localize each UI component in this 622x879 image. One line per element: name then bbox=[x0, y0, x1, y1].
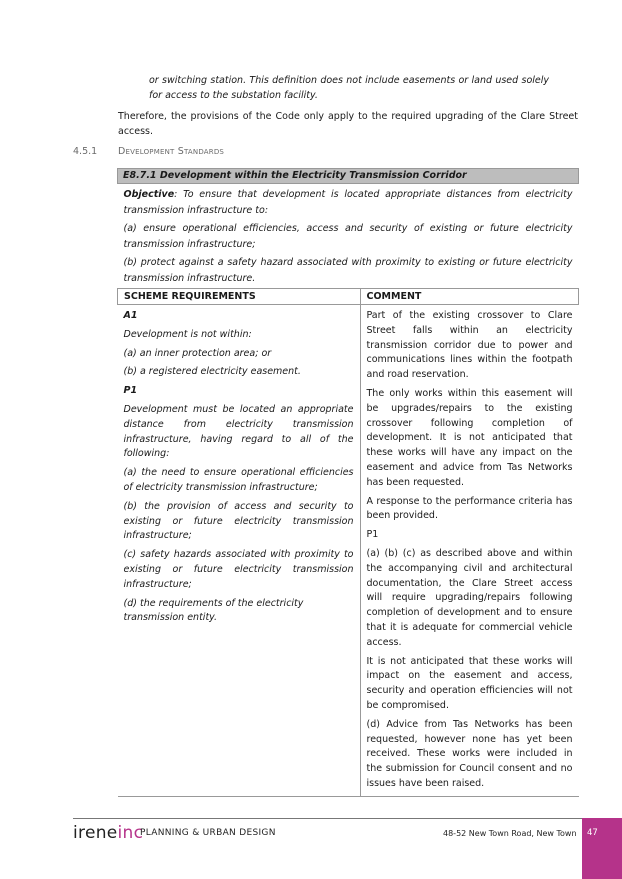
column-header-requirements: SCHEME REQUIREMENTS bbox=[118, 289, 361, 305]
p1-item-a: (a) the need to ensure operational efficiencies of electricity transmission infrastructure; bbox=[123, 467, 354, 493]
comment-cell bbox=[360, 305, 579, 797]
page-number: 47 bbox=[587, 828, 598, 838]
section-title: Development Standards bbox=[118, 146, 225, 157]
comment-6: (d) Advice from Tas Networks has been requested, however none has yet been received. These works were included in the submission for Council consent and no issues have been raised. bbox=[366, 718, 573, 789]
objective-item-a: (a) ensure operational efficiencies, access and security of existing or future electricity transmission infrastructure; bbox=[123, 223, 573, 250]
objective-label: Objective bbox=[123, 189, 175, 200]
logo-part-inc: inc bbox=[117, 823, 144, 843]
p1-text: Development must be located an appropriate distance from electricity transmission infrastructure, having regard to all of the following: bbox=[123, 403, 354, 460]
footer-address: 48-52 New Town Road, New Town bbox=[443, 829, 577, 838]
comment-4: (a) (b) (c) as described above and within the accompanying civil and architectural documentation, the Clare Street access will require upgrading/repairs following completion of development and to ensure that it is adequate for commercial vehicle access. bbox=[366, 547, 573, 648]
logo-part-irene: irene bbox=[73, 823, 118, 843]
intro-quote: or switching station. This definition does not include easements or land used solely for access to the substation facility. bbox=[149, 75, 549, 101]
column-header-comment: COMMENT bbox=[360, 289, 579, 305]
a1-item-a: (a) an inner protection area; or bbox=[123, 347, 272, 359]
comment-5: It is not anticipated that these works will impact on the easement and access, security and operation efficiencies will not be compromised. bbox=[366, 655, 573, 711]
p1-item-c: (c) safety hazards associated with proximity to existing or future electricity transmission infrastructure; bbox=[123, 549, 354, 590]
a1-item-b: (b) a registered electricity easement. bbox=[123, 366, 301, 378]
p1-label: P1 bbox=[123, 385, 138, 397]
footer-divider bbox=[73, 818, 583, 819]
requirements-cell bbox=[118, 305, 361, 797]
a1-label: A1 bbox=[123, 310, 138, 321]
objective-item-b: (b) protect against a safety hazard associated with proximity to existing or future electricity transmission infrastructure. bbox=[123, 257, 573, 284]
a1-text: Development is not within: bbox=[123, 328, 252, 340]
objective-block bbox=[118, 184, 579, 289]
p1-item-b: (b) the provision of access and security to existing or future electricity transmission infrastructure; bbox=[123, 500, 354, 542]
section-number: 4.5.1 bbox=[73, 146, 98, 157]
p1-item-d: (d) the requirements of the electricity transmission entity. bbox=[123, 597, 304, 624]
comment-2: The only works within this easement will be upgrades/repairs to the existing crossover following completion of development. It is not anticipated that these works will have any impact on the easement and advice from Tas Networks has been requested. bbox=[366, 387, 573, 488]
comment-1: Part of the existing crossover to Clare Street falls within an electricity transmission corridor due to power and communications lines within the footpath and road reservation. bbox=[366, 310, 573, 381]
comment-3: A response to the performance criteria has been provided. bbox=[366, 495, 573, 522]
footer-logo bbox=[73, 823, 143, 843]
footer-tagline: PLANNING & URBAN DESIGN bbox=[140, 828, 276, 838]
table-heading: E8.7.1 Development within the Electricity Transmission Corridor bbox=[118, 169, 579, 184]
intro-paragraph: Therefore, the provisions of the Code only apply to the required upgrading of the Clare Street access. bbox=[118, 111, 578, 137]
standards-table bbox=[117, 168, 579, 797]
objective-text: : To ensure that development is located appropriate distances from electricity transmission infrastructure to: bbox=[123, 189, 573, 216]
comment-p1-label: P1 bbox=[366, 529, 379, 541]
